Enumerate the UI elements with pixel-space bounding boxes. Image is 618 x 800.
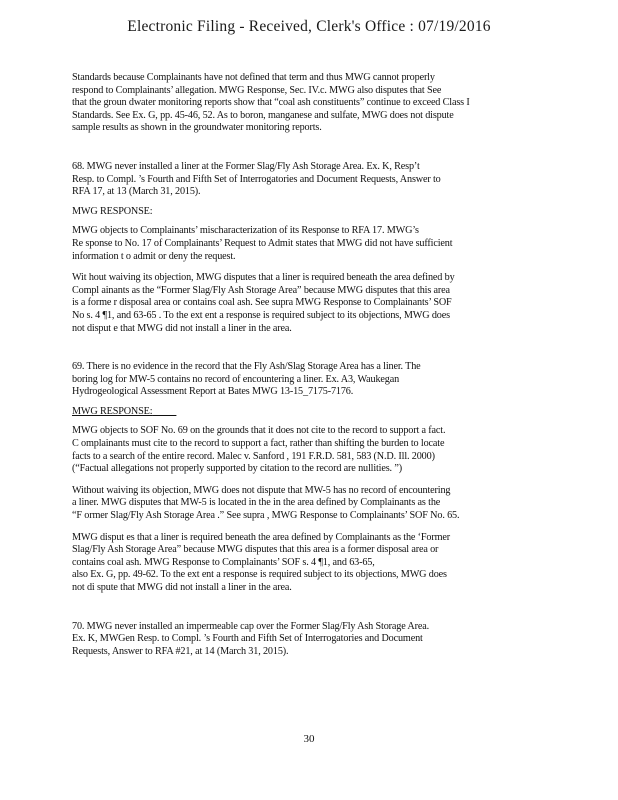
text-line: Standards. See Ex. G, pp. 45-46, 52. As to boron, manganese and sulfate, MWG does not dispute	[72, 109, 454, 121]
text-line: respond to Complainants’ allegation. MWG Response, Sec. IV.c. MWG also disputes that See	[72, 84, 442, 96]
text-line: C omplainants must cite to the record to support a fact, rather than shifting the burden to locate	[72, 438, 445, 450]
text-line: a liner. MWG disputes that MW-5 is located in the in the area defined by Complainants as the	[72, 497, 441, 509]
page-number: 30	[303, 733, 315, 745]
text-line: Wit hout waiving its objection, MWG disputes that a liner is required beneath the area defined by	[72, 272, 455, 284]
text-line: Hydrogeological Assessment Report at Bates MWG 13-15_7175-7176.	[72, 386, 354, 398]
text-line: Standards because Complainants have not defined that term and thus MWG cannot properly	[72, 72, 435, 83]
text-line: Resp. to Compl. ’s Fourth and Fifth Set of Interrogatories and Document Requests, Answer to	[72, 173, 441, 185]
text-line: that the groun dwater monitoring reports show that “coal ash constituents” continue to exceed Class I	[72, 97, 470, 109]
text-line: is a forme r disposal area or contains coal ash. See supra MWG Response to Complainants’ SOF	[72, 297, 452, 309]
document-body	[72, 72, 542, 658]
paragraph-69-objection	[72, 425, 542, 475]
text-line: 69. There is no evidence in the record that the Fly Ash/Slag Storage Area has a liner. The	[72, 361, 421, 373]
text-line: MWG objects to SOF No. 69 on the grounds that it does not cite to the record to support a fact.	[72, 425, 446, 437]
text-line: Ex. K, MWGen Resp. to Compl. ’s Fourth and Fifth Set of Interrogatories and Document	[72, 633, 423, 645]
paragraph-intro	[72, 72, 542, 135]
filing-header: Electronic Filing - Received, Clerk's Office : 07/19/2016	[127, 18, 491, 35]
text-line: Compl ainants as the “Former Slag/Fly Ash Storage Area” because MWG disputes that this area	[72, 284, 450, 296]
text-line: not disput e that MWG did not install a liner in the area.	[72, 322, 292, 334]
paragraph-69-dispute	[72, 532, 542, 595]
text-line: 68. MWG never installed a liner at the Former Slag/Fly Ash Storage Area. Ex. K, Resp’t	[72, 160, 420, 172]
text-line: 70. MWG never installed an impermeable cap over the Former Slag/Fly Ash Storage Area.	[72, 620, 430, 632]
text-line: Without waiving its objection, MWG does not dispute that MW-5 has no record of encountering	[72, 484, 451, 496]
text-line: MWG objects to Complainants’ mischaracterization of its Response to RFA 17. MWG’s	[72, 225, 419, 237]
paragraph-68-objection	[72, 225, 542, 263]
text-line: “F ormer Slag/Fly Ash Storage Area .” See supra , MWG Response to Complainants’ SOF No. 65.	[72, 510, 460, 522]
text-line: Re sponse to No. 17 of Complainants’ Request to Admit states that MWG did not have sufficient	[72, 237, 453, 249]
text-line: Requests, Answer to RFA #21, at 14 (March 31, 2015).	[72, 645, 289, 657]
response-heading-68: MWG RESPONSE:	[72, 205, 153, 217]
response-heading-text: MWG RESPONSE:	[72, 405, 153, 417]
text-line: (“Factual allegations not properly supported by citation to the record are nullities. ”)	[72, 463, 402, 475]
paragraph-69	[72, 361, 542, 399]
text-line: boring log for MW-5 contains no record of encountering a liner. Ex. A3, Waukegan	[72, 373, 400, 385]
paragraph-68	[72, 161, 542, 199]
text-line: RFA 17, at 13 (March 31, 2015).	[72, 186, 201, 198]
text-line: sample results as shown in the groundwater monitoring reports.	[72, 122, 322, 134]
paragraph-70	[72, 621, 542, 659]
text-line: facts to a search of the entire record. Malec v. Sanford , 191 F.R.D. 581, 583 (N.D. Ill. 2000)	[72, 450, 435, 462]
text-line: contains coal ash. MWG Response to Complainants’ SOF s. 4 ¶1, and 63-65,	[72, 556, 375, 568]
text-line: No s. 4 ¶1, and 63-65 . To the ext ent a response is required subject to its objections, MWG does	[72, 309, 450, 321]
text-line: MWG disput es that a liner is required beneath the area defined by Complainants as the ‘Former	[72, 531, 450, 543]
text-line: also Ex. G, pp. 49-62. To the ext ent a response is required subject to its objections, MWG does	[72, 569, 447, 581]
paragraph-68-dispute	[72, 272, 542, 335]
response-heading-69	[72, 406, 542, 419]
text-line: information t o admit or deny the request.	[72, 250, 236, 262]
text-line: not di spute that MWG did not install a liner in the area.	[72, 582, 292, 593]
text-line: Slag/Fly Ash Storage Area” because MWG disputes that this area is a former disposal area or	[72, 544, 439, 556]
paragraph-69-location	[72, 485, 542, 523]
